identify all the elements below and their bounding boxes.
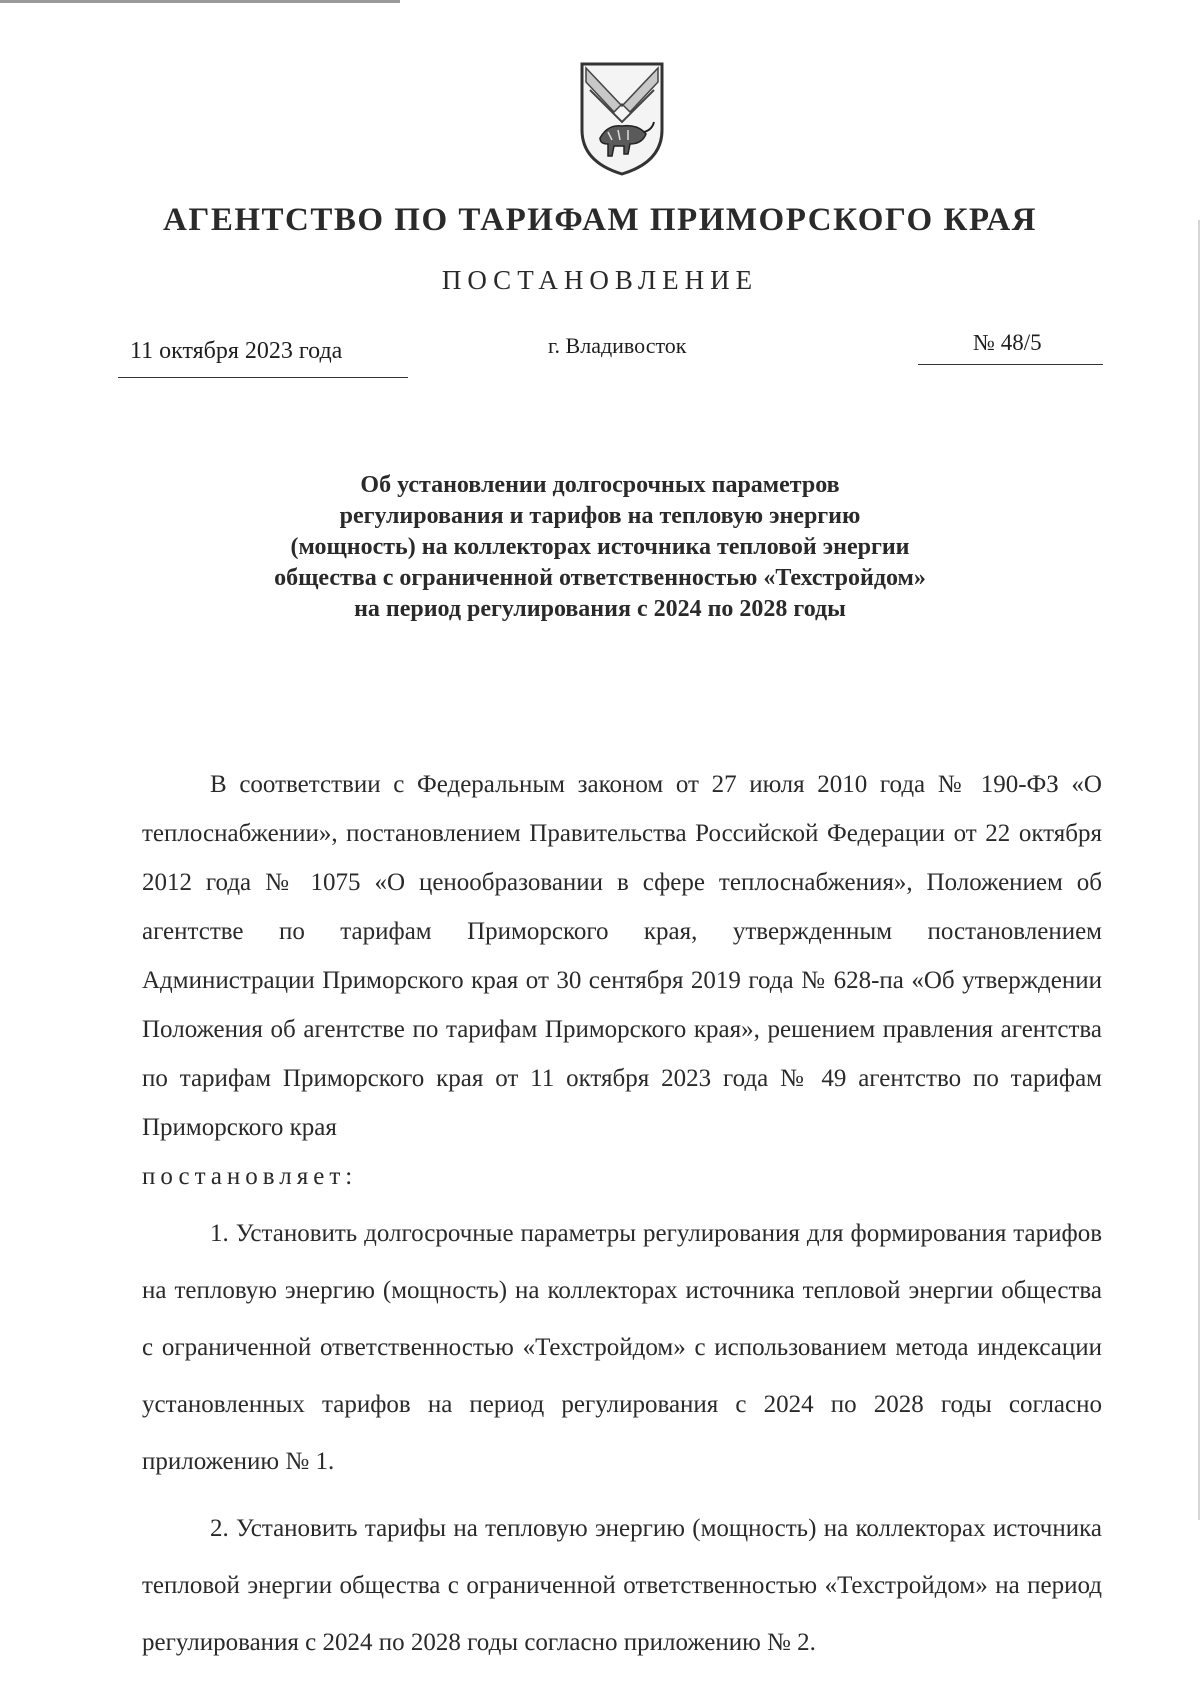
title-line: Об установлении долгосрочных параметров — [360, 472, 840, 498]
date-underline — [118, 377, 408, 378]
coat-of-arms-emblem — [578, 60, 666, 178]
preamble-paragraph: В соответствии с Федеральным законом от 27 июля 2010 года № 190-ФЗ «О теплоснабжении», постановлением Правительства Российской Федерации от 22 октября 2012 года № 1075 «О ценообразовании в сфере теплоснабжения», Положением об агентстве по тарифам Приморского края, утвержденным постановлением Администрации Приморского края от 30 сентября 2019 года № 628-па «Об утверждении Положения об агентстве по тарифам Приморского края», решением правления агентства по тарифам Приморского края от 11 октября 2023 года № 49 агентство по тарифам Приморского края — [142, 771, 1102, 1141]
resolves-word: постановляет: — [142, 1163, 358, 1190]
title-line: на период регулирования с 2024 по 2028 годы — [354, 596, 846, 622]
document-type: ПОСТАНОВЛЕНИЕ — [441, 265, 759, 295]
title-line: (мощность) на коллекторах источника тепловой энергии — [290, 534, 910, 560]
document-number: № 48/5 — [973, 330, 1042, 355]
scan-edge-top — [0, 0, 400, 3]
document-date: 11 октября 2023 года — [130, 338, 343, 364]
document-body — [142, 760, 1102, 1671]
title-line: регулирования и тарифов на тепловую энергию — [339, 503, 861, 529]
number-underline — [918, 364, 1103, 365]
agency-name: АГЕНТСТВО ПО ТАРИФАМ ПРИМОРСКОГО КРАЯ — [163, 202, 1037, 238]
title-line: общества с ограниченной ответственностью «Техстройдом» — [274, 565, 926, 591]
document-city: г. Владивосток — [548, 333, 687, 358]
clause-1: 1. Установить долгосрочные параметры регулирования для формирования тарифов на тепловую энергию (мощность) на коллекторах источника тепловой энергии общества с ограниченной ответственностью «Техстройдом» с использованием метода индексации установленных тарифов на период регулирования с 2024 по 2028 годы согласно приложению № 1. — [142, 1220, 1102, 1475]
document-title — [200, 470, 1000, 625]
clause-2: 2. Установить тарифы на тепловую энергию (мощность) на коллекторах источника тепловой энергии общества с ограниченной ответственностью «Техстройдом» на период регулирования с 2024 по 2028 годы согласно приложению № 2. — [142, 1515, 1102, 1656]
